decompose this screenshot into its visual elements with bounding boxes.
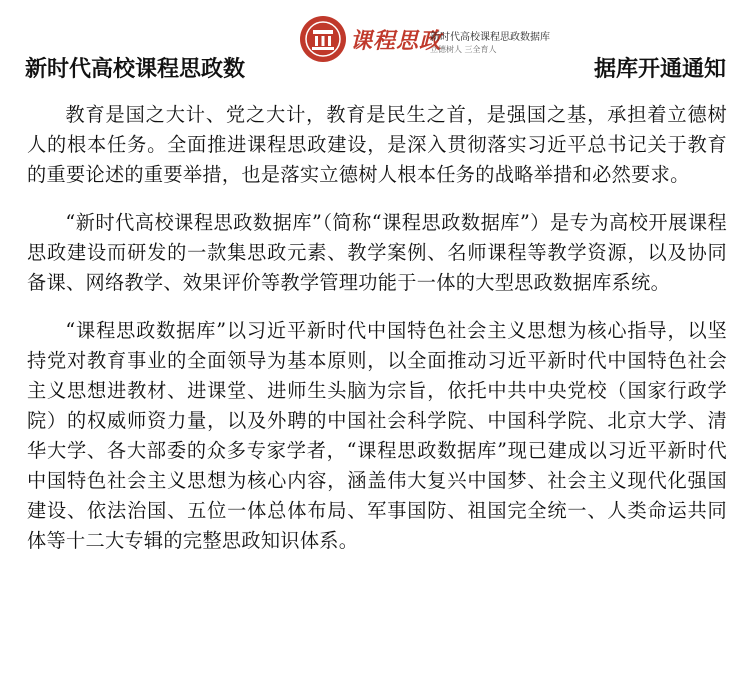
document-body: [27, 100, 727, 574]
title-left: 新时代高校课程思政数: [25, 57, 246, 82]
logo-calligraphy: 课程思政: [350, 28, 443, 54]
paragraph-intro: 教育是国之大计、党之大计，教育是民生之首，是强国之基，承担着立德树人的根本任务。全面推进课程思政建设，是深入贯彻落实习近平总书记关于教育的重要论述的重要举措，也是落实立德树人根本任务的战略举措和必然要求。: [27, 103, 727, 186]
logo-name: 新时代高校课程思政数据库: [430, 32, 550, 43]
logo-slogan: 立德树人 三全育人: [430, 45, 497, 54]
logo: [298, 14, 550, 64]
paragraph-database-content: “课程思政数据库”以习近平新时代中国特色社会主义思想为核心指导，以坚持党对教育事业的全面领导为基本原则，以全面推动习近平新时代中国特色社会主义思想进教材、进课堂、进师生头脑为宗旨，依托中共中央党校（国家行政学院）的权威师资力量，以及外聘的中国社会科学院、中国科学院、北京大学、清华大学、各大部委的众多专家学者，“课程思政数据库”现已建成以习近平新时代中国特色社会主义思想为核心内容，涵盖伟大复兴中国梦、社会主义现代化强国建设、依法治国、五位一体总体布局、军事国防、祖国完全统一、人类命运共同体等十二大专辑的完整思政知识体系。: [27, 319, 727, 552]
paragraph-database-definition: “新时代高校课程思政数据库”（简称“课程思政数据库”）是专为高校开展课程思政建设而研发的一款集思政元素、教学案例、名师课程等教学资源，以及协同备课、网络教学、效果评价等教学管理功能于一体的大型思政数据库系统。: [27, 211, 727, 294]
emblem-seal-icon: [298, 14, 348, 64]
document-header: [0, 0, 754, 90]
title-right: 据库开通通知: [593, 57, 726, 82]
